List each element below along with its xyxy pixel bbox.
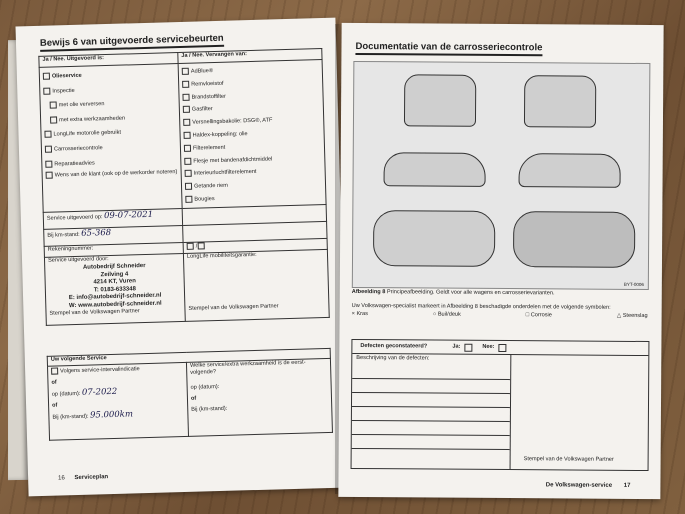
figure-code: BYT-0006 [623,281,644,287]
checkbox-item[interactable]: LongLife motorolie gebruikt [44,124,176,142]
car-side-view-right [519,153,621,188]
right-page [338,23,663,499]
longlife-cell: LongLife mobiliteitsgarantie: Stempel van de Volkswagen Partner [183,249,329,321]
next-service-table [47,348,333,441]
figure-caption: Afbeelding 8 Principeafbeelding. Geldt voor alle wagens en carrosserievarianten. [351,288,555,297]
checkbox-item[interactable]: Getande riem [185,177,322,194]
right-footer: De Volkswagen-service 17 [545,482,631,489]
checkbox-item[interactable]: Flesje met bandenafdichtmiddel [184,152,321,169]
left-page-title: Bewijs 6 van uitgevoerde servicebeurten [40,33,224,52]
checkbox-item[interactable]: Wens van de klant (ook op de werkorder noteren) [46,168,178,180]
performed-list [39,64,182,213]
symbol-stone-chip: △ Steenslag [616,312,648,320]
defect-line[interactable] [352,392,510,394]
defects-desc-label: Beschrijving van de defecten: [356,354,430,362]
symbol-corrosion: □ Corrosie [525,312,552,319]
right-page-title: Documentatie van de carrosseriecontrole [355,41,542,56]
defects-form [351,339,650,471]
service-table [38,48,329,326]
checkbox-item[interactable]: Volgens service-intervalindicatie [51,363,183,378]
car-bottom-view [513,211,635,268]
marking-instructions: Uw Volkswagen-specialist markeert in Afbeelding 8 beschadigde onderdelen met de volgende symbolen: [351,302,611,311]
replaced-list [178,60,326,209]
checkbox-pair[interactable]: / [183,238,327,253]
invoice-cell: Rekeningnummer: [44,242,183,257]
defect-line[interactable] [352,378,510,380]
checkbox-item[interactable]: Bougies [185,190,322,207]
car-top-view [373,210,495,267]
defect-line[interactable] [352,448,510,450]
car-front-view [524,75,596,128]
checkbox-item[interactable]: Remvloeistof [182,75,319,92]
checkbox-item[interactable]: Gasfilter [183,100,320,117]
car-rear-view [404,74,476,127]
left-footer: 16 Serviceplan [58,474,109,482]
symbol-dent: ○ Buil/deuk [432,311,461,318]
defect-line[interactable] [352,406,510,408]
checkbox-item[interactable]: met extra werkzaamheden [44,110,176,128]
symbol-scratch: × Kras [351,310,368,318]
next-service-right: Welke service/extra werkzaamheid is de eerst-volgende? op (datum): of Bij (km-stand): [186,358,332,436]
km-value: 65-368 [81,227,112,239]
service-date-cell: Service uitgevoerd op: 09-07-2021 [43,208,182,229]
checkbox-item[interactable]: Brandstoffilter [182,88,319,105]
defects-header: Defecten geconstateerd? Ja: Nee: [352,340,648,356]
km-cell: Bij km-stand: 65-368 [44,225,183,246]
defects-stamp-label: Stempel van de Volkswagen Partner [523,456,614,463]
checkbox-item[interactable]: Reparatieadvies [45,154,177,172]
service-date-value: 09-07-2021 [103,209,154,222]
defects-divider [510,354,512,469]
executed-by-cell: Service uitgevoerd door: Autobedrijf Schneider Zeilving 4 4214 KT, Vuren T: 0183-633348 E: info@autobedrijf-schneider.nl W: www.autobedrijf-schneider.nl Stempel van de Volkswagen Partner [44,253,185,325]
checkbox-item[interactable]: Filterelement [184,139,321,156]
next-service-left: Volgens service-intervalindicatie of op (datum): 07-2022 of Bij (km-stand): 95.000km [47,362,188,440]
col1-header: Ja / Nee. Uitgevoerd is: [39,53,178,68]
symbol-legend [352,311,648,319]
checkbox-item[interactable]: Haldex-koppeling: olie [183,126,320,143]
col2-header: Ja / Nee. Vervangen van: [178,49,322,64]
checkbox-item[interactable]: Inspectie [43,81,175,99]
garage-stamp: Autobedrijf Schneider Zeilving 4 4214 KT, Vuren T: 0183-633348 E: info@autobedrijf-schneider.nl W: www.autobedrijf-schneider.nl [68,263,162,309]
defect-line[interactable] [352,420,510,422]
checkbox-item[interactable]: Interieurluchtfilterelement [185,164,322,181]
car-side-view-left [384,152,486,187]
defect-line[interactable] [352,434,510,436]
checkbox-item[interactable]: Carrosseriecontrole [45,139,177,157]
car-body-diagram [352,61,651,290]
next-service-title: Uw volgende Service [47,348,330,366]
defects-no-checkbox[interactable] [498,344,506,352]
checkbox-item[interactable]: Versnellingsbakolie: DSG®, ATF [183,113,320,130]
defects-yes-checkbox[interactable] [464,344,472,352]
left-page [16,18,349,497]
checkbox-item[interactable]: met olie verversen [44,95,176,113]
checkbox-item[interactable]: Olieservice [43,66,175,84]
checkbox-item[interactable]: AdBlue® [182,62,319,79]
